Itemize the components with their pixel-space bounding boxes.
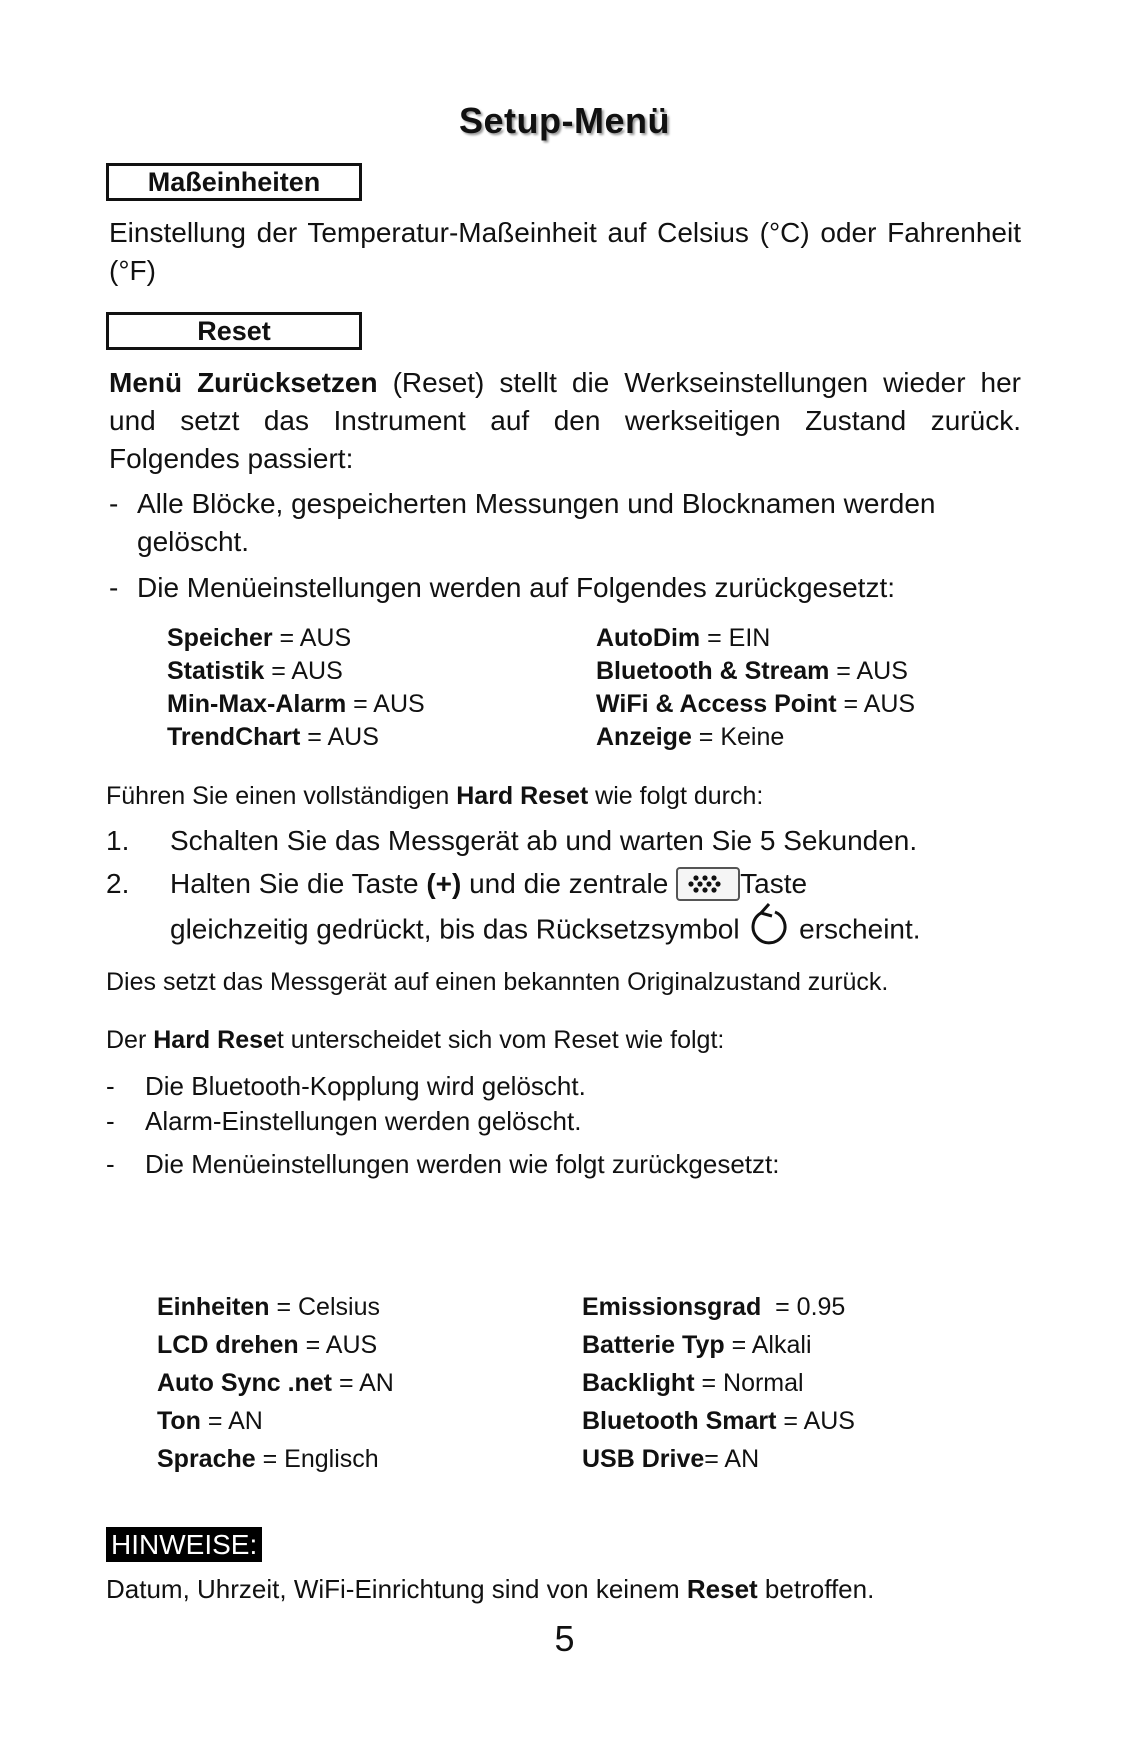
setting-row: Bluetooth & Stream = AUS <box>596 657 908 685</box>
notes-text: Datum, Uhrzeit, WiFi-Einrichtung sind von keinem Reset betroffen. <box>106 1574 875 1604</box>
setting-row: LCD drehen = AUS <box>157 1331 378 1359</box>
reset-settings-left <box>167 622 425 754</box>
setting-row: Einheiten = Celsius <box>157 1293 380 1321</box>
hard-reset-difference-intro: Der Hard Reset unterscheidet sich vom Reset wie folgt: <box>106 1026 725 1054</box>
step-2-line-1: Halten Sie die Taste (+) und die zentrale Taste <box>170 868 808 899</box>
setting-row: USB Drive= AN <box>582 1445 760 1473</box>
section-heading-reset: Reset <box>106 312 362 350</box>
hard-reset-result: Dies setzt das Messgerät auf einen bekannten Originalzustand zurück. <box>106 968 889 996</box>
setting-row: Statistik = AUS <box>167 657 343 685</box>
setting-row: Min-Max-Alarm = AUS <box>167 690 425 718</box>
reset-bullet-1: Alle Blöcke, gespeicherten Messungen und Blocknamen werden gelöscht. <box>137 488 936 557</box>
step-2-line-2: gleichzeitig gedrückt, bis das Rücksetzsymbol erscheint. <box>170 903 921 959</box>
diff-bullet-1: Die Bluetooth-Kopplung wird gelöscht. <box>145 1071 586 1101</box>
step-1-text: Schalten Sie das Messgerät ab und warten Sie 5 Sekunden. <box>170 825 918 856</box>
hard-reset-settings-right <box>582 1288 855 1478</box>
setting-row: Auto Sync .net = AN <box>157 1369 394 1397</box>
setting-row: AutoDim = EIN <box>596 624 771 652</box>
reset-settings-right <box>596 622 915 754</box>
center-key-dots-icon <box>676 867 740 901</box>
reset-bullet-dash: - <box>109 488 119 519</box>
reset-bullet-dash: - <box>109 572 119 603</box>
setting-row: TrendChart = AUS <box>167 723 379 751</box>
reset-intro-text: (Reset) stellt die Werkseinstellungen wieder her und setzt das Instrument auf den werkseitigen Zustand zurück. Folgendes passiert: <box>109 367 1021 474</box>
diff-bullet-dash: - <box>106 1106 115 1136</box>
hard-reset-intro: Führen Sie einen vollständigen Hard Reset wie folgt durch: <box>106 782 764 810</box>
step-number: 1. <box>106 825 130 856</box>
diff-bullet-3: Die Menüeinstellungen werden wie folgt zurückgesetzt: <box>145 1149 780 1179</box>
section-heading-units: Maßeinheiten <box>106 163 362 201</box>
setting-row: Anzeige = Keine <box>596 723 785 751</box>
page-title: Setup-Menü <box>459 100 670 141</box>
reset-intro <box>109 364 1021 478</box>
setting-row: Backlight = Normal <box>582 1369 804 1397</box>
page-number: 5 <box>554 1618 575 1659</box>
reset-arrow-icon <box>747 901 791 957</box>
reset-bullet-2: Die Menüeinstellungen werden auf Folgendes zurückgesetzt: <box>137 572 896 603</box>
setting-row: Ton = AN <box>157 1407 263 1435</box>
diff-bullet-2: Alarm-Einstellungen werden gelöscht. <box>145 1106 582 1136</box>
setting-row: Sprache = Englisch <box>157 1445 379 1473</box>
notes-tag: HINWEISE: <box>106 1528 262 1562</box>
setting-row: WiFi & Access Point = AUS <box>596 690 916 718</box>
reset-intro-bold: Menü Zurücksetzen <box>109 367 378 398</box>
diff-bullet-dash: - <box>106 1149 115 1179</box>
units-description: Einstellung der Temperatur-Maßeinheit auf Celsius (°C) oder Fahrenheit (°F) <box>109 217 1021 286</box>
diff-bullet-dash: - <box>106 1071 115 1101</box>
setting-row: Bluetooth Smart = AUS <box>582 1407 855 1435</box>
setting-row: Emissionsgrad = 0.95 <box>582 1293 846 1321</box>
step-number: 2. <box>106 868 130 899</box>
setting-row: Speicher = AUS <box>167 624 352 652</box>
setting-row: Batterie Typ = Alkali <box>582 1331 812 1359</box>
hard-reset-settings-left <box>157 1288 394 1478</box>
